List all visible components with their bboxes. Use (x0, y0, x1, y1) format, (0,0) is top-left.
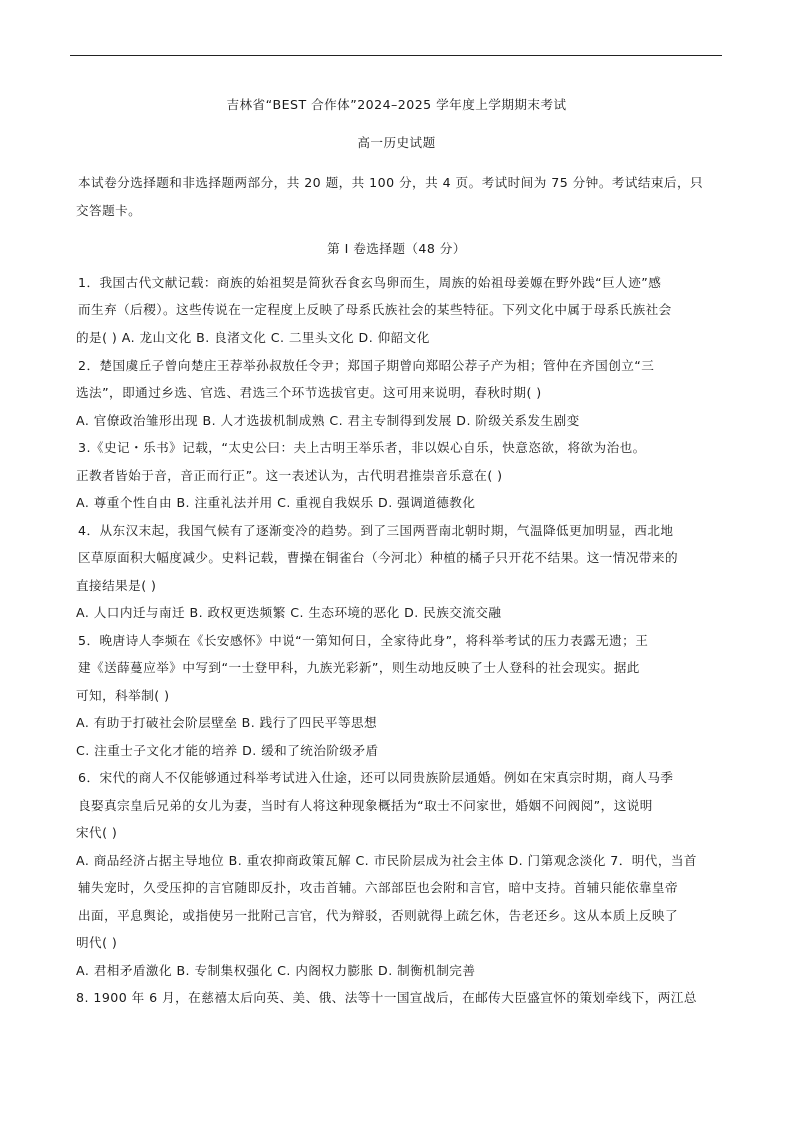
question-options: A. 君相矛盾激化 B. 专制集权强化 C. 内阁权力膨胀 D. 制衡机制完善 (76, 963, 476, 978)
instructions-line-2: 交答题卡。 (76, 203, 142, 218)
section-title: 第 I 卷选择题（48 分） (327, 241, 466, 256)
exam-subtitle: 高一历史试题 (357, 135, 436, 150)
question-line: 选法”，即通过乡选、官选、君选三个环节选拔官吏。这可用来说明，春秋时期( ) (76, 385, 542, 400)
question-line: 明代( ) (76, 935, 118, 950)
exam-title: 吉林省“BEST 合作体”2024–2025 学年度上学期期末考试 (226, 97, 567, 112)
question-line: 宋代( ) (76, 825, 118, 840)
question-line: 出面，平息舆论，或指使另一批附己言官，代为辩驳，否则就得上疏乞休，告老还乡。这从本质上反映了 (78, 908, 679, 923)
question-line: 直接结果是( ) (76, 578, 157, 593)
question-options: A. 官僚政治雏形出现 B. 人才选拔机制成熟 C. 君主专制得到发展 D. 阶级关系发生剧变 (76, 413, 580, 428)
question-options: C. 注重士子文化才能的培养 D. 缓和了统治阶级矛盾 (76, 743, 379, 758)
instructions-line-1: 本试卷分选择题和非选择题两部分，共 20 题，共 100 分，共 4 页。考试时间为 75 分钟。考试结束后，只 (78, 175, 704, 190)
question-line: 区草原面积大幅度减少。史料记载，曹操在铜雀台（今河北）种植的橘子只开花不结果。这一情况带来的 (78, 550, 679, 565)
question-options: A. 有助于打破社会阶层壁垒 B. 践行了四民平等思想 (76, 715, 378, 730)
question-line: 辅失宠时，久受压抑的言官随即反扑，攻击首辅。六部部臣也会附和言官，暗中支持。首辅只能依靠皇帝 (78, 880, 679, 895)
question-line: 5．晚唐诗人李频在《长安感怀》中说“一第知何日，全家待此身”，将科举考试的压力表露无遗；王 (78, 633, 649, 648)
question-line: 6．宋代的商人不仅能够通过科举考试进入仕途，还可以同贵族阶层通婚。例如在宋真宗时期，商人马季 (78, 770, 674, 785)
question-line: 2．楚国虞丘子曾向楚庄王荐举孙叔敖任令尹；郑国子期曾向郑昭公荐子产为相；管仲在齐国创立“三 (78, 358, 655, 373)
question-options: 的是( ) A. 龙山文化 B. 良渚文化 C. 二里头文化 D. 仰韶文化 (76, 330, 430, 345)
question-options: A. 商品经济占据主导地位 B. 重农抑商政策瓦解 C. 市民阶层成为社会主体 D. 门第观念淡化 7．明代，当首 (76, 853, 697, 868)
question-line: 正教者皆始于音，音正而行正”。这一表述认为，古代明君推崇音乐意在( ) (76, 468, 503, 483)
question-line: 可知，科举制( ) (76, 688, 170, 703)
question-line: 4．从东汉末起，我国气候有了逐渐变冷的趋势。到了三国两晋南北朝时期，气温降低更加明显，西北地 (78, 523, 674, 538)
question-line: 1．我国古代文献记载：商族的始祖契是简狄吞食玄鸟卵而生，周族的始祖母姜嫄在野外践“巨人迹”感 (78, 275, 662, 290)
question-options: A. 尊重个性自由 B. 注重礼法并用 C. 重视自我娱乐 D. 强调道德教化 (76, 495, 476, 510)
question-line: 而生弃（后稷）。这些传说在一定程度上反映了母系氏族社会的某些特征。下列文化中属于母系氏族社会 (78, 302, 672, 317)
question-line: 良娶真宗皇后兄弟的女儿为妻，当时有人将这种现象概括为“取士不问家世，婚姻不问阀阅”，这说明 (78, 798, 653, 813)
header-rule (70, 55, 722, 56)
question-line: 建《送薛蔓应举》中写到“一士登甲科，九族光彩新”，则生动地反映了士人登科的社会现实。据此 (78, 660, 640, 675)
question-options: A. 人口内迁与南迁 B. 政权更迭频繁 C. 生态环境的恶化 D. 民族交流交融 (76, 605, 502, 620)
question-line: 3.《史记・乐书》记载，“太史公曰：夫上古明王举乐者，非以娱心自乐，快意恣欲，将欲为治也。 (78, 440, 646, 455)
question-line: 8. 1900 年 6 月，在慈禧太后向英、美、俄、法等十一国宣战后，在邮传大臣盛宣怀的策划牵线下，两江总 (76, 990, 697, 1005)
